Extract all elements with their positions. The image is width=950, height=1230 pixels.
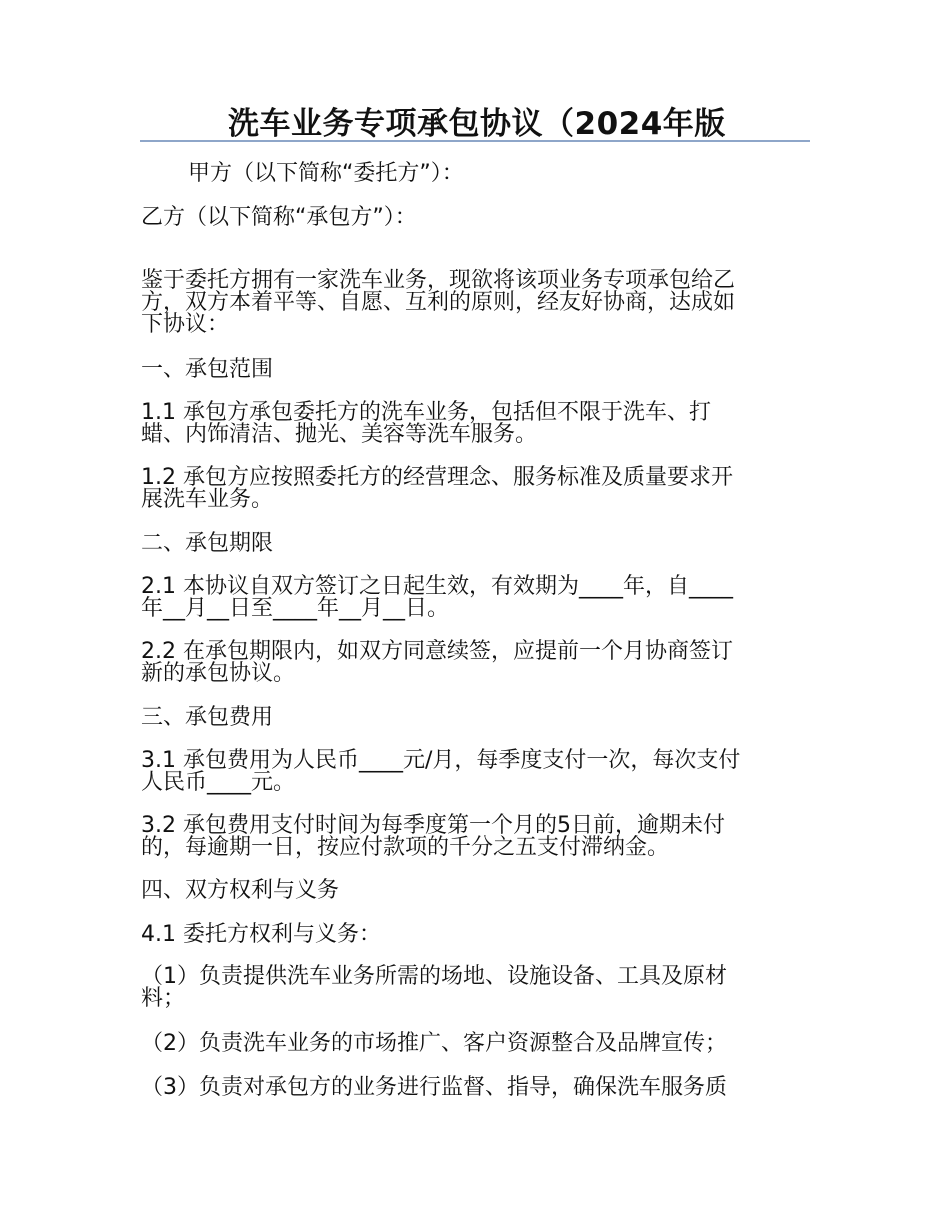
preamble-paragraph — [141, 270, 816, 336]
section-heading-fees: 三、承包费用 — [141, 705, 274, 730]
clause-line: 1.2 承包方应按照委托方的经营理念、服务标准及质量要求开 — [141, 465, 733, 490]
item-line: （1）负责提供洗车业务所需的场地、设施设备、工具及原材 — [141, 964, 727, 989]
clause-line: 新的承包协议。 — [141, 661, 296, 686]
clause-3-2 — [141, 815, 816, 859]
preamble-line: 方，双方本着平等、自愿、互利的原则，经友好协商，达成如 — [141, 290, 736, 315]
clause-line: 3.2 承包费用支付时间为每季度第一个月的5日前，逾期未付 — [141, 813, 725, 838]
clause-1-2 — [141, 467, 816, 511]
clause-line: 2.2 在承包期限内，如双方同意续签，应提前一个月协商签订 — [141, 639, 733, 664]
item-3: （3）负责对承包方的业务进行监督、指导，确保洗车服务质 — [141, 1075, 727, 1100]
clause-line: 人民币____元。 — [141, 770, 296, 795]
preamble-line: 下协议： — [141, 312, 230, 337]
clause-line: 1.1 承包方承包委托方的洗车业务，包括但不限于洗车、打 — [141, 400, 711, 425]
section-heading-term: 二、承包期限 — [141, 531, 274, 556]
document-title: 洗车业务专项承包协议（2024年版 — [228, 106, 726, 142]
preamble-line: 鉴于委托方拥有一家洗车业务，现欲将该项业务专项承包给乙 — [141, 268, 736, 293]
clause-line: 3.1 承包费用为人民币____元/月，每季度支付一次，每次支付 — [141, 748, 741, 773]
clause-line: 的，每逾期一日，按应付款项的千分之五支付滞纳金。 — [141, 835, 670, 860]
party-b-line: 乙方（以下简称“承包方”）： — [141, 205, 417, 230]
clause-2-1 — [141, 576, 816, 620]
clause-2-2 — [141, 641, 816, 685]
item-2: （2）负责洗车业务的市场推广、客户资源整合及品牌宣传； — [141, 1031, 727, 1056]
clause-line: 2.1 本协议自双方签订之日起生效，有效期为____年，自____ — [141, 574, 733, 599]
item-line: 料； — [141, 986, 186, 1011]
section-heading-rights: 四、双方权利与义务 — [141, 878, 340, 903]
clause-line: 展洗车业务。 — [141, 487, 274, 512]
clause-1-1 — [141, 402, 816, 446]
clause-4-1: 4.1 委托方权利与义务： — [141, 922, 381, 947]
clause-line: 蜡、内饰清洁、抛光、美容等洗车服务。 — [141, 422, 538, 447]
title-underline — [140, 140, 810, 142]
party-a-line: 甲方（以下简称“委托方”）： — [188, 161, 464, 186]
item-1 — [141, 966, 816, 1010]
section-heading-scope: 一、承包范围 — [141, 357, 274, 382]
clause-line: 年__月__日至____年__月__日。 — [141, 596, 450, 621]
clause-3-1 — [141, 750, 816, 794]
